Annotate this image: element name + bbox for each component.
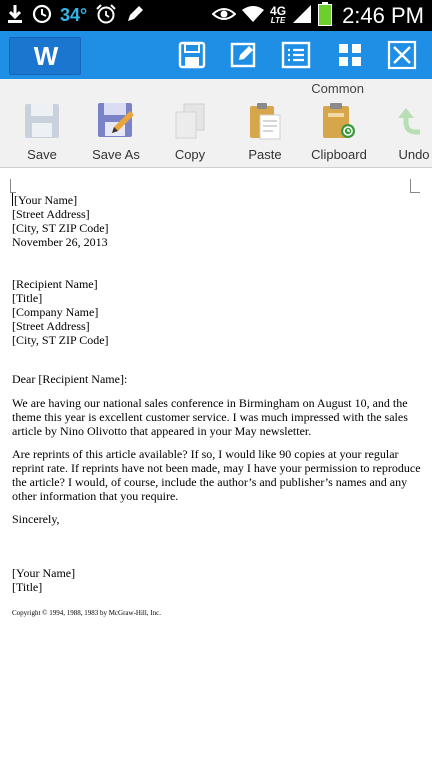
- paste-button-label: Paste: [248, 147, 282, 162]
- status-bar-notifications: [6, 0, 145, 31]
- close-icon: [387, 40, 417, 70]
- save-as-button[interactable]: [78, 99, 154, 163]
- clock-time: 2:46 PM: [342, 2, 424, 28]
- salutation-prefix: Dear: [12, 372, 39, 386]
- ribbon-tab-common[interactable]: Common: [311, 81, 364, 96]
- undo-icon: [396, 102, 432, 140]
- recipient-city: [City, ST ZIP Code]: [12, 333, 109, 347]
- edit-pencil-icon: [125, 4, 145, 28]
- save-icon: [23, 102, 61, 140]
- text-cursor: [12, 193, 13, 206]
- closing: Sincerely,: [12, 512, 60, 526]
- eye-icon: [212, 6, 236, 26]
- grid-icon: [337, 42, 363, 68]
- paragraph-1: We are having our national sales conference in Birmingham on August 10, and the theme this year is excellent customer service. I was much impressed with the sales article by Nino Olivotto that appeared in your May newsletter.: [12, 396, 408, 438]
- sender-address: [12, 193, 422, 249]
- app-logo-letter: W: [33, 40, 57, 71]
- copy-button-label: Copy: [174, 147, 206, 162]
- save-as-icon: [96, 101, 136, 141]
- crop-mark-top-right: [410, 179, 420, 193]
- salutation: [12, 372, 422, 386]
- edit-toolbar-button[interactable]: [228, 39, 260, 71]
- clock-icon: [32, 4, 52, 28]
- letter-date: November 26, 2013: [12, 235, 108, 249]
- save-button[interactable]: [4, 99, 80, 163]
- network-type: [270, 3, 287, 25]
- copyright-notice: Copyright © 1994, 1988, 1983 by McGraw-Hill, Inc.: [12, 609, 161, 617]
- edit-icon: [230, 41, 258, 69]
- network-generation: 4G: [270, 3, 287, 18]
- paste-button[interactable]: [227, 99, 303, 163]
- letter-body[interactable]: [12, 193, 422, 620]
- list-view-toolbar-button[interactable]: [280, 39, 312, 71]
- sender-street: [Street Address]: [12, 207, 90, 221]
- recipient-name: [Recipient Name]: [12, 277, 98, 291]
- recipient-street: [Street Address]: [12, 319, 90, 333]
- battery-icon: [318, 2, 332, 30]
- signature-title: [Title]: [12, 580, 43, 594]
- copy-icon: [172, 102, 208, 140]
- undo-button[interactable]: [376, 99, 432, 163]
- floppy-disk-icon: [178, 41, 206, 69]
- list-icon: [281, 41, 311, 69]
- salutation-suffix: :: [123, 372, 128, 386]
- save-as-button-label: Save As: [92, 147, 140, 162]
- recipient-company: [Company Name]: [12, 305, 99, 319]
- clipboard-button-label: Clipboard: [311, 147, 367, 162]
- app-toolbar: [0, 31, 432, 79]
- paste-icon: [247, 101, 283, 141]
- status-bar: [0, 0, 432, 31]
- download-icon: [6, 4, 24, 28]
- clipboard-button[interactable]: [301, 99, 377, 163]
- save-toolbar-button[interactable]: [176, 39, 208, 71]
- wifi-icon: [242, 5, 264, 27]
- signal-icon: [292, 4, 312, 28]
- recipient-title: [Title]: [12, 291, 43, 305]
- signature-block: [12, 566, 422, 594]
- weather-temperature: 34°: [60, 5, 88, 25]
- document-canvas[interactable]: [0, 168, 432, 768]
- alarm-icon: [95, 3, 117, 29]
- crop-mark-top-left: [10, 179, 16, 193]
- sender-name: [12, 193, 422, 207]
- grid-view-toolbar-button[interactable]: [334, 39, 366, 71]
- save-button-label: Save: [27, 147, 57, 162]
- salutation-name: [Recipient Name]: [38, 372, 124, 386]
- network-lte: LTE: [270, 15, 286, 25]
- ribbon-toolbar: [0, 79, 432, 168]
- clipboard-icon: [320, 101, 358, 141]
- signature-name: [Your Name]: [12, 566, 76, 580]
- paragraph-2: Are reprints of this article available? If so, I would like 90 copies at your regular reprint rate. If reprints have not been made, may I have your permission to reproduce the article? I would, of course, include the author’s and publisher’s names and any other information that you require.: [12, 447, 421, 503]
- sender-city: [City, ST ZIP Code]: [12, 221, 109, 235]
- copy-button[interactable]: [152, 99, 228, 163]
- status-bar-system: [212, 0, 424, 31]
- close-toolbar-button[interactable]: [386, 39, 418, 71]
- app-logo-button[interactable]: [9, 37, 81, 75]
- undo-button-label: Undo: [398, 147, 430, 162]
- sender-name-text: [Your Name]: [14, 193, 78, 207]
- recipient-address: [12, 277, 422, 347]
